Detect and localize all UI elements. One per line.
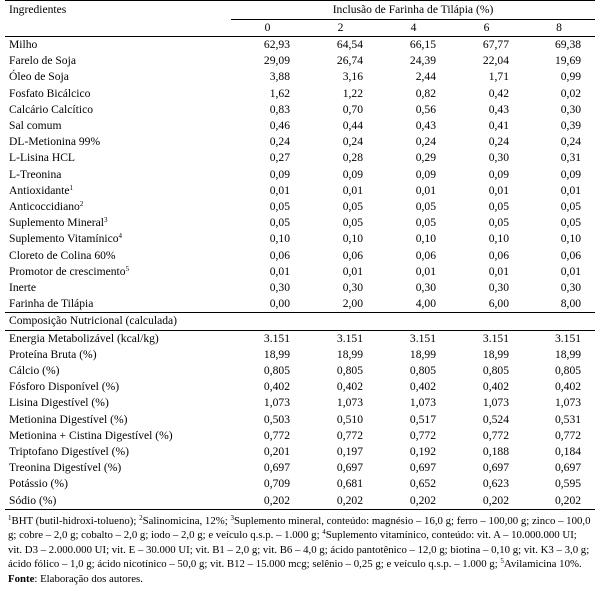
source-label: Fonte [8,572,35,585]
value-cell: 0,202 [377,493,450,510]
footnote-marker: 2 [79,200,84,209]
table-row [5,134,595,150]
value-cell: 0,09 [488,167,509,181]
footnote-text: BHT (butil-hidroxi-tolueno); [11,514,140,527]
ingredient-name [5,215,231,231]
value-cell: 0,09 [415,167,436,181]
value-cell: 0,06 [560,248,582,262]
footnote-number: 5 [500,557,504,566]
value-cell: 0,83 [269,102,290,116]
table-row [5,69,595,85]
value-cell: 0,29 [415,151,436,165]
value-cell: 0,202 [450,493,523,510]
ingredient-name [5,248,231,264]
level-header: 4 [377,20,450,37]
value-cell: 0,43 [415,119,436,133]
ingredient-label: Farelo de Soja [9,54,76,68]
value-cell: 0,05 [269,200,290,214]
value-cell: 0,30 [560,102,582,116]
value-cell: 0,772 [554,428,582,442]
value-cell: 0,01 [415,264,436,278]
ingredient-label: Cloreto de Colina 60% [9,248,116,262]
value-cell: 1,073 [409,396,436,410]
value-cell: 62,93 [263,38,290,51]
ingredient-name [5,134,231,150]
table-row [5,412,595,428]
value-cell: 0,10 [269,232,290,246]
footnotes [5,514,595,572]
source-text: : Elaboração dos autores. [34,572,143,585]
section-title-row [5,313,595,330]
table-row [5,102,595,118]
table-row [5,330,595,347]
value-cell: 0,05 [342,216,363,230]
value-cell: 19,69 [554,54,582,68]
value-cell: 0,30 [342,281,363,295]
footnote-number: 4 [322,528,326,537]
level-header: 6 [450,20,523,37]
value-cell: 69,38 [554,38,582,51]
ingredient-name [5,102,231,118]
value-cell: 0,202 [304,493,377,510]
table-row [5,264,595,280]
nutrient-name: Metionina + Cistina Digestível (%) [9,428,173,442]
footnote-number: 1 [8,513,12,522]
value-cell: 1,22 [342,86,363,100]
nutrient-name: Metionina Digestível (%) [9,412,128,426]
value-cell: 0,01 [488,264,509,278]
value-cell: 0,623 [482,477,509,491]
value-cell: 0,27 [269,151,290,165]
value-cell: 0,772 [263,428,290,442]
value-cell: 0,99 [560,70,582,84]
value-cell: 0,402 [554,380,582,394]
value-cell: 0,02 [560,86,582,100]
ingredient-label: Fosfato Bicálcico [9,86,91,100]
footnote-text: Salinomicina, 12%; [142,514,231,527]
ingredient-label: Calcário Calcítico [9,102,94,116]
value-cell: 3.151 [482,331,509,345]
ingredient-label: Suplemento Vitamínico [9,232,119,246]
value-cell: 0,24 [342,135,363,149]
ingredient-name [5,37,231,54]
value-cell: 0,652 [409,477,436,491]
value-cell: 0,24 [269,135,290,149]
ingredient-label: Sal comum [9,119,62,133]
value-cell: 0,402 [263,380,290,394]
nutrient-name: Proteína Bruta (%) [9,347,97,361]
footnote-marker: 1 [69,183,74,192]
value-cell: 26,74 [336,54,363,68]
table-row [5,493,595,510]
value-cell: 0,00 [231,296,304,313]
value-cell: 3,88 [269,70,290,84]
value-cell: 24,39 [409,54,436,68]
ingredient-name [5,118,231,134]
ingredient-name [5,53,231,69]
level-header: 0 [231,20,304,37]
level-header: 2 [304,20,377,37]
diet-composition-table [5,0,595,510]
value-cell: 0,44 [342,119,363,133]
value-cell: 0,805 [336,364,363,378]
table-row [5,199,595,215]
table-row [5,167,595,183]
table-row [5,379,595,395]
value-cell: 29,09 [263,54,290,68]
value-cell: 1,073 [554,396,582,410]
nutrient-name: Fósforo Disponível (%) [9,380,120,394]
value-cell: 0,30 [269,281,290,295]
ingredient-label: Inerte [9,281,37,295]
value-cell: 2,44 [415,70,436,84]
header-row-group [5,1,595,20]
value-cell: 3.151 [409,331,436,345]
value-cell: 0,697 [263,461,290,475]
value-cell: 0,30 [488,281,509,295]
value-cell: 22,04 [482,54,509,68]
value-cell: 0,192 [409,445,436,459]
value-cell: 0,805 [409,364,436,378]
footnote-number: 3 [230,513,234,522]
value-cell: 0,30 [415,281,436,295]
value-cell: 1,62 [269,86,290,100]
ingredient-label: Promotor de crescimento [9,264,126,278]
table-row [5,363,595,379]
value-cell: 0,41 [488,119,509,133]
value-cell: 0,06 [269,248,290,262]
value-cell: 0,01 [488,183,509,197]
value-cell: 0,524 [482,412,509,426]
ingredient-name [5,296,231,313]
nutrient-name: Potássio (%) [9,477,68,491]
value-cell: 0,01 [269,183,290,197]
value-cell: 1,073 [263,396,290,410]
value-cell: 0,05 [488,200,509,214]
footnote-paragraph [8,514,593,572]
value-cell: 18,99 [263,347,290,361]
value-cell: 0,402 [336,380,363,394]
nutrient-name: Triptofano Digestível (%) [9,445,130,459]
value-cell: 0,01 [560,264,582,278]
level-header: 8 [523,20,595,37]
ingredient-label: Farinha de Tilápia [9,297,94,311]
footnote-marker: 4 [118,232,123,241]
inclusion-group-header: Inclusão de Farinha de Tilápia (%) [231,1,595,20]
value-cell: 0,188 [482,445,509,459]
table-row [5,296,595,313]
value-cell: 0,772 [409,428,436,442]
value-cell: 0,05 [415,200,436,214]
value-cell: 0,01 [560,183,582,197]
ingredient-label: DL-Metionina 99% [9,135,101,149]
value-cell: 0,46 [269,119,290,133]
value-cell: 0,05 [560,200,582,214]
ingredient-label: Óleo de Soja [9,70,69,84]
value-cell: 0,05 [488,216,509,230]
nutrient-name: Energia Metabolizável (kcal/kg) [9,331,159,345]
document [5,0,595,586]
value-cell: 0,772 [482,428,509,442]
composition-body [5,313,595,509]
value-cell: 0,503 [263,412,290,426]
table-row [5,183,595,199]
value-cell: 66,15 [409,38,436,51]
ingredient-name [5,199,231,215]
value-cell: 0,805 [482,364,509,378]
value-cell: 0,28 [342,151,363,165]
value-cell: 0,43 [488,102,509,116]
value-cell: 0,82 [415,86,436,100]
nutrient-name: Sódio (%) [5,493,231,510]
value-cell: 18,99 [554,347,582,361]
ingredient-name [5,167,231,183]
value-cell: 18,99 [409,347,436,361]
table-row [5,150,595,166]
footnote-marker: 5 [125,264,130,273]
value-cell: 0,42 [488,86,509,100]
value-cell: 0,697 [554,461,582,475]
value-cell: 0,24 [415,135,436,149]
value-cell: 0,09 [269,167,290,181]
ingredient-label: Suplemento Mineral [9,216,104,230]
value-cell: 4,00 [377,296,450,313]
ingredients-header: Ingredientes [5,1,231,37]
value-cell: 0,01 [342,183,363,197]
ingredient-name [5,86,231,102]
value-cell: 0,697 [336,461,363,475]
table-row [5,231,595,247]
value-cell: 3,16 [342,70,363,84]
value-cell: 8,00 [523,296,595,313]
value-cell: 0,24 [560,135,582,149]
table-row [5,37,595,54]
table-row [5,460,595,476]
nutrient-name: Cálcio (%) [9,364,60,378]
value-cell: 0,70 [342,102,363,116]
value-cell: 0,05 [415,216,436,230]
ingredient-name [5,183,231,199]
ingredient-name [5,231,231,247]
value-cell: 0,10 [342,232,363,246]
value-cell: 0,772 [336,428,363,442]
value-cell: 0,805 [263,364,290,378]
value-cell: 3.151 [554,331,582,345]
ingredient-label: L-Lisina HCL [9,151,76,165]
footnote-number: 2 [139,513,143,522]
value-cell: 0,197 [336,445,363,459]
footnote-text: Suplemento mineral, conteúdo: magnésio – 16,0 g; ferro – 100,00 g; zinco – 100,0 g; cobre – 2,0 g; cobalto – 2,0 g; iodo – 2,0 g; e veículo q.s.p. – 1.000 g; [8,514,591,542]
value-cell: 0,697 [482,461,509,475]
value-cell: 0,201 [263,445,290,459]
table-row [5,53,595,69]
value-cell: 0,402 [482,380,509,394]
table-row [5,395,595,411]
ingredient-name [5,150,231,166]
ingredient-name [5,69,231,85]
value-cell: 1,073 [482,396,509,410]
value-cell: 0,31 [560,151,582,165]
value-cell: 1,073 [336,396,363,410]
table-row [5,86,595,102]
value-cell: 0,05 [342,200,363,214]
ingredient-name [5,264,231,280]
footnote-marker: 3 [104,216,108,225]
value-cell: 3.151 [263,331,290,345]
value-cell: 0,30 [560,281,582,295]
value-cell: 0,10 [415,232,436,246]
value-cell: 0,709 [263,477,290,491]
ingredient-label: Antioxidante [9,183,70,197]
value-cell: 0,09 [560,167,582,181]
ingredients-body [5,37,595,313]
value-cell: 0,595 [554,477,582,491]
table-row [5,347,595,363]
value-cell: 0,517 [409,412,436,426]
table-row [5,118,595,134]
value-cell: 67,77 [482,38,509,51]
value-cell: 0,184 [554,445,582,459]
ingredient-label: Anticoccidiano [9,200,80,214]
ingredient-name [5,280,231,296]
value-cell: 0,30 [488,151,509,165]
table-row [5,444,595,460]
table-row [5,215,595,231]
source-note [5,572,595,586]
table-row [5,476,595,492]
value-cell: 6,00 [450,296,523,313]
value-cell: 0,10 [488,232,509,246]
nutrient-name: Treonina Digestível (%) [9,461,122,475]
table-row [5,428,595,444]
composition-title: Composição Nutricional (calculada) [5,313,595,330]
value-cell: 2,00 [304,296,377,313]
ingredient-label: L-Treonina [9,167,62,181]
value-cell: 0,01 [342,264,363,278]
table-row [5,248,595,264]
value-cell: 18,99 [482,347,509,361]
value-cell: 0,24 [488,135,509,149]
footnote-text: Suplemento vitamínico, conteúdo: vit. A – 10.000.000 UI; vit. D3 – 2.000.000 UI; vit. E – 30.000 UI; vit. B1 – 2,0 g; vit. B6 – 4,0 g; ácido pantotênico – 12,0 g; biotina – 0,10 g; vit. K3 – 3,0 g; ácido fólico – 1,0 g; ácido nicotínico – 50,0 g; vit. B12 – 15.000 mcg; selênio – 0,25 g; e veículo q.s.p. – 1.000 g; [8,529,590,571]
nutrient-name: Lisina Digestível (%) [9,396,109,410]
value-cell: 1,71 [488,70,509,84]
table-row [5,280,595,296]
value-cell: 0,805 [554,364,582,378]
value-cell: 0,697 [409,461,436,475]
value-cell: 64,54 [336,38,363,51]
value-cell: 0,06 [415,248,436,262]
value-cell: 0,202 [231,493,304,510]
value-cell: 0,05 [560,216,582,230]
value-cell: 0,402 [409,380,436,394]
value-cell: 0,39 [560,119,582,133]
footnote-text: Avilamicina 10%. [503,558,582,571]
value-cell: 0,06 [488,248,509,262]
value-cell: 0,06 [342,248,363,262]
value-cell: 0,531 [554,412,582,426]
value-cell: 0,56 [415,102,436,116]
value-cell: 0,01 [269,264,290,278]
value-cell: 0,09 [342,167,363,181]
value-cell: 3.151 [336,331,363,345]
value-cell: 0,510 [336,412,363,426]
value-cell: 0,05 [269,216,290,230]
value-cell: 0,01 [415,183,436,197]
value-cell: 0,681 [336,477,363,491]
value-cell: 0,10 [560,232,582,246]
value-cell: 18,99 [336,347,363,361]
ingredient-label: Milho [9,38,38,51]
value-cell: 0,202 [523,493,595,510]
